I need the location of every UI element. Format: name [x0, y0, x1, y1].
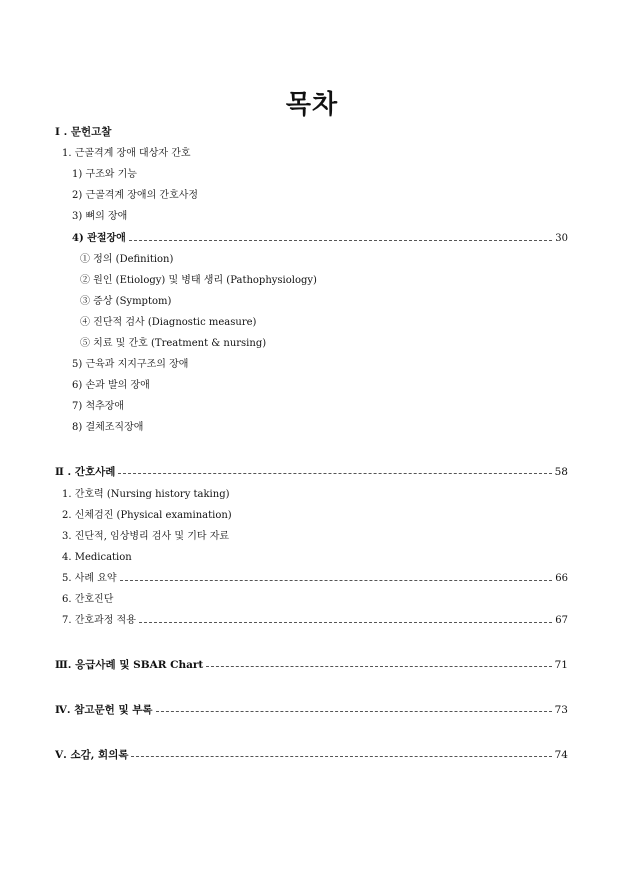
- toc-subitem[interactable]: [80, 294, 171, 310]
- toc-heading: Ⅰ . 문헌고찰: [55, 126, 112, 138]
- dotted-leader: [139, 621, 552, 623]
- toc-item[interactable]: [62, 487, 230, 503]
- toc-subitem[interactable]: [80, 273, 317, 289]
- toc-item-label: 1) 구조와 기능: [72, 169, 137, 180]
- toc-item-label: 6) 손과 발의 장애: [72, 380, 150, 391]
- toc-item-label: 1. 간호력 (Nursing history taking): [62, 489, 230, 500]
- page-number: 58: [554, 466, 568, 478]
- toc-item[interactable]: [62, 529, 229, 545]
- toc-item[interactable]: [62, 613, 568, 629]
- toc-item[interactable]: [72, 420, 143, 436]
- toc-section-1[interactable]: [55, 124, 111, 140]
- dotted-leader: [129, 239, 552, 241]
- toc-item-label: ① 정의 (Definition): [80, 254, 174, 265]
- toc-heading: Ⅲ. 응급사례 및 SBAR Chart: [55, 659, 204, 671]
- toc-heading: Ⅴ. 소감, 회의록: [55, 749, 129, 761]
- page-number: 73: [554, 704, 568, 716]
- toc-item-label: 2) 근골격계 장애의 간호사정: [72, 190, 199, 201]
- toc-subitem[interactable]: [80, 336, 266, 352]
- toc-item[interactable]: [62, 508, 232, 524]
- toc-item-label: 5. 사례 요약: [62, 573, 117, 584]
- toc-item-label: 3) 뼈의 장애: [72, 211, 128, 222]
- toc-item[interactable]: [72, 378, 150, 394]
- page-number: 67: [555, 615, 568, 626]
- toc-item-label: ② 원인 (Etiology) 및 병태 생리 (Pathophysiology): [80, 275, 317, 286]
- toc-item[interactable]: [72, 209, 127, 225]
- toc-heading: Ⅳ. 참고문헌 및 부록: [55, 704, 153, 716]
- toc-item-label: ③ 증상 (Symptom): [80, 296, 172, 307]
- toc-item-label: 7) 척추장애: [72, 401, 125, 412]
- toc-heading: Ⅱ . 간호사례: [55, 466, 116, 478]
- toc-item-label: 8) 결체조직장애: [72, 422, 144, 433]
- toc-item[interactable]: [62, 146, 191, 162]
- page-title: 목차: [285, 90, 339, 120]
- dotted-leader: [118, 472, 551, 474]
- toc-subitem[interactable]: [80, 252, 173, 268]
- toc-item-label: ④ 진단적 검사 (Diagnostic measure): [80, 317, 257, 328]
- toc-item-label: 4. Medication: [62, 552, 132, 563]
- toc-section-4[interactable]: [55, 702, 568, 718]
- toc-section-2[interactable]: [55, 464, 568, 480]
- dotted-leader: [131, 755, 551, 757]
- toc-item[interactable]: [72, 399, 124, 415]
- toc-item[interactable]: [62, 550, 132, 566]
- toc-item-label: 7. 간호과정 적용: [62, 615, 136, 626]
- toc-section-3[interactable]: [55, 657, 568, 673]
- dotted-leader: [206, 665, 551, 667]
- toc-item-label: ⑤ 치료 및 간호 (Treatment & nursing): [80, 338, 267, 349]
- toc-subitem[interactable]: [80, 315, 256, 331]
- toc-item[interactable]: [72, 231, 568, 247]
- dotted-leader: [156, 710, 552, 712]
- toc-item-label: 5) 근육과 지지구조의 장애: [72, 359, 189, 370]
- page-number: 66: [555, 573, 568, 584]
- toc-section-5[interactable]: [55, 747, 568, 763]
- toc-item-label: 4) 관절장애: [72, 233, 126, 244]
- toc-item[interactable]: [62, 571, 568, 587]
- page-number: 30: [555, 233, 568, 244]
- toc-item[interactable]: [72, 188, 198, 204]
- page-number: 74: [554, 749, 568, 761]
- toc-item-label: 1. 근골격계 장애 대상자 간호: [62, 148, 191, 159]
- toc-item-label: 3. 진단적, 임상병리 검사 및 기타 자료: [62, 531, 230, 542]
- page-number: 71: [554, 659, 568, 671]
- toc-item[interactable]: [62, 592, 113, 608]
- toc-item[interactable]: [72, 357, 188, 373]
- dotted-leader: [120, 579, 553, 581]
- toc-item-label: 6. 간호진단: [62, 594, 114, 605]
- toc-item[interactable]: [72, 167, 137, 183]
- toc-item-label: 2. 신체검진 (Physical examination): [62, 510, 232, 521]
